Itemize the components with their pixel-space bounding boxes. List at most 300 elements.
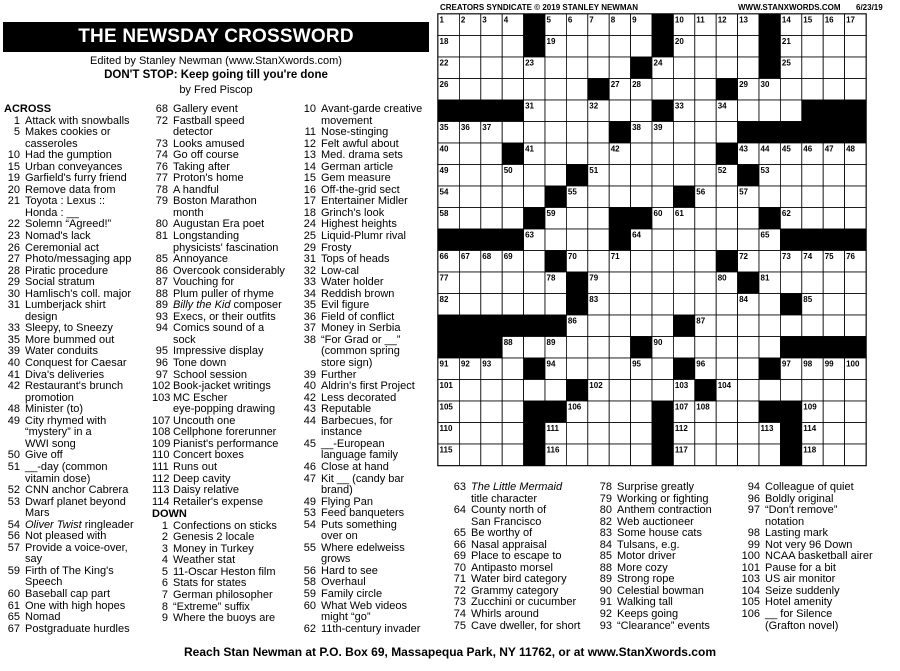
grid-cell[interactable]	[716, 36, 737, 58]
grid-cell[interactable]	[524, 251, 545, 273]
black-square	[673, 315, 694, 337]
grid-cell[interactable]	[802, 315, 823, 337]
grid-cell[interactable]	[673, 143, 694, 165]
clue-number: 61	[7, 599, 20, 612]
grid-cell[interactable]	[609, 423, 630, 445]
grid-cell[interactable]	[566, 57, 587, 79]
grid-cell[interactable]	[566, 100, 587, 122]
grid-cell[interactable]	[502, 294, 523, 316]
clue-text: Stats for states	[173, 577, 247, 590]
clue-number: 63	[453, 481, 466, 493]
grid-cell[interactable]	[716, 294, 737, 316]
cell-number: 16	[824, 15, 834, 25]
grid-cell[interactable]	[823, 186, 844, 208]
cell-number: 35	[439, 123, 449, 132]
clue-number: 110	[152, 449, 170, 462]
clue-number: 79	[155, 195, 168, 208]
grid-cell[interactable]	[673, 272, 694, 294]
byline: by Fred Piscop	[179, 84, 253, 96]
grid-cell[interactable]	[588, 358, 609, 380]
grid-cell[interactable]	[823, 79, 844, 101]
grid-cell[interactable]	[759, 186, 780, 208]
clue-number: 59	[303, 587, 316, 600]
grid-cell[interactable]	[780, 165, 801, 187]
grid-cell[interactable]	[780, 79, 801, 101]
grid-cell[interactable]	[502, 358, 523, 380]
grid-cell[interactable]	[502, 423, 523, 445]
cell-number: 8	[610, 15, 616, 25]
grid-cell[interactable]	[823, 315, 844, 337]
grid-cell[interactable]	[716, 423, 737, 445]
grid-cell[interactable]	[502, 208, 523, 230]
grid-cell[interactable]	[566, 208, 587, 230]
clue-number: 57	[7, 541, 20, 554]
cell-number: 111	[546, 424, 559, 433]
clue-text: Lumberjack shirt	[25, 299, 106, 312]
grid-cell[interactable]	[695, 444, 716, 466]
clue-text: Nomad	[25, 611, 61, 624]
grid-cell[interactable]	[695, 79, 716, 101]
grid-cell[interactable]	[502, 57, 523, 79]
grid-cell[interactable]	[459, 380, 480, 402]
clue-number: 36	[303, 310, 316, 323]
grid-cell[interactable]	[588, 401, 609, 423]
grid-cell[interactable]	[652, 186, 673, 208]
clue-number: 74	[155, 149, 168, 162]
grid-cell[interactable]	[502, 186, 523, 208]
grid-cell[interactable]	[502, 444, 523, 466]
clue-text: Postgraduate hurdles	[25, 622, 130, 635]
grid-cell[interactable]	[845, 401, 866, 423]
grid-cell[interactable]	[738, 423, 759, 445]
black-square	[780, 294, 801, 316]
grid-cell[interactable]	[609, 358, 630, 380]
grid-cell[interactable]	[588, 186, 609, 208]
clue-number: 80	[155, 218, 168, 231]
grid-cell[interactable]	[823, 36, 844, 58]
grid-cell[interactable]	[652, 165, 673, 187]
grid-cell[interactable]	[695, 57, 716, 79]
black-square	[716, 79, 737, 101]
grid-cell[interactable]	[481, 143, 502, 165]
grid-cell[interactable]	[738, 57, 759, 79]
grid-cell[interactable]	[588, 208, 609, 230]
black-square	[759, 14, 780, 36]
grid-cell[interactable]	[845, 165, 866, 187]
clue-number: 42	[303, 391, 316, 404]
grid-cell[interactable]	[609, 444, 630, 466]
grid-cell[interactable]	[652, 251, 673, 273]
grid-cell[interactable]	[759, 294, 780, 316]
grid-cell[interactable]	[631, 143, 652, 165]
grid-cell[interactable]	[459, 294, 480, 316]
grid-cell[interactable]	[566, 79, 587, 101]
grid-cell[interactable]	[823, 165, 844, 187]
grid-cell[interactable]	[588, 315, 609, 337]
grid-cell[interactable]	[459, 208, 480, 230]
grid-cell[interactable]	[481, 380, 502, 402]
grid-cell[interactable]	[652, 229, 673, 251]
grid-cell[interactable]	[502, 272, 523, 294]
grid-cell[interactable]	[673, 294, 694, 316]
grid-cell[interactable]	[716, 208, 737, 230]
grid-cell[interactable]	[845, 423, 866, 445]
grid-cell[interactable]	[673, 122, 694, 144]
grid-cell[interactable]	[545, 229, 566, 251]
clue-number: 65	[453, 527, 466, 540]
cell-number: 97	[781, 359, 791, 369]
clue-text: Execs, or their outfits	[173, 310, 276, 323]
grid-cell[interactable]	[845, 79, 866, 101]
grid-cell[interactable]	[481, 423, 502, 445]
grid-cell[interactable]	[631, 444, 652, 466]
clue-text: Baseball cap part	[25, 587, 110, 600]
grid-cell[interactable]	[609, 186, 630, 208]
grid-cell[interactable]	[823, 401, 844, 423]
grid-cell[interactable]	[695, 36, 716, 58]
grid-cell[interactable]	[695, 272, 716, 294]
clue-text: Annoyance	[173, 253, 229, 266]
clue-text: German article	[321, 160, 394, 173]
grid-cell[interactable]	[631, 251, 652, 273]
grid-cell[interactable]	[459, 79, 480, 101]
grid-cell[interactable]	[566, 122, 587, 144]
grid-cell[interactable]	[566, 423, 587, 445]
grid-cell[interactable]	[545, 122, 566, 144]
cell-number: 82	[439, 295, 449, 304]
black-square	[823, 100, 844, 122]
grid-cell[interactable]	[609, 294, 630, 316]
grid-cell[interactable]	[502, 79, 523, 101]
grid-cell[interactable]	[738, 229, 759, 251]
grid-cell[interactable]	[502, 380, 523, 402]
grid-cell[interactable]	[738, 337, 759, 359]
grid-cell[interactable]	[780, 380, 801, 402]
grid-cell[interactable]	[459, 423, 480, 445]
grid-cell[interactable]	[609, 57, 630, 79]
grid-cell[interactable]	[652, 380, 673, 402]
grid-cell[interactable]	[481, 186, 502, 208]
grid-cell[interactable]	[716, 122, 737, 144]
black-square	[438, 315, 459, 337]
clue-number: 17	[303, 195, 316, 208]
grid-cell[interactable]	[716, 444, 737, 466]
grid-cell[interactable]	[459, 57, 480, 79]
grid-cell[interactable]	[502, 122, 523, 144]
grid-cell[interactable]	[845, 294, 866, 316]
grid-cell[interactable]	[502, 36, 523, 58]
grid-cell[interactable]	[631, 294, 652, 316]
grid-cell[interactable]	[695, 165, 716, 187]
cell-number: 7	[589, 15, 594, 25]
clue-text: Cave dweller, for short	[471, 619, 581, 632]
grid-cell[interactable]	[652, 79, 673, 101]
grid-cell[interactable]	[845, 380, 866, 402]
grid-cell[interactable]	[802, 165, 823, 187]
grid-cell[interactable]	[545, 100, 566, 122]
grid-cell[interactable]	[802, 36, 823, 58]
grid-cell[interactable]	[845, 444, 866, 466]
grid-cell[interactable]	[588, 122, 609, 144]
grid-cell[interactable]	[802, 186, 823, 208]
grid-cell[interactable]	[759, 337, 780, 359]
grid-cell[interactable]	[588, 337, 609, 359]
black-square	[759, 122, 780, 144]
black-square	[780, 122, 801, 144]
grid-cell[interactable]	[566, 143, 587, 165]
grid-cell[interactable]	[695, 100, 716, 122]
grid-cell[interactable]	[695, 294, 716, 316]
grid-cell[interactable]	[524, 294, 545, 316]
grid-cell[interactable]	[738, 100, 759, 122]
grid-cell[interactable]	[545, 380, 566, 402]
cell-number: 13	[739, 15, 749, 25]
clue-number: 78	[155, 183, 168, 196]
grid-cell[interactable]	[545, 294, 566, 316]
grid-cell[interactable]	[545, 79, 566, 101]
grid-cell[interactable]	[695, 122, 716, 144]
grid-cell[interactable]	[673, 251, 694, 273]
grid-cell[interactable]	[588, 229, 609, 251]
grid-cell[interactable]	[566, 444, 587, 466]
grid-cell[interactable]	[823, 380, 844, 402]
grid-cell[interactable]	[802, 272, 823, 294]
grid-cell[interactable]	[652, 272, 673, 294]
cell-number: 70	[567, 252, 577, 261]
clue-text: say	[25, 553, 43, 566]
grid-cell[interactable]	[738, 208, 759, 230]
grid-cell[interactable]	[845, 315, 866, 337]
grid-cell[interactable]	[631, 186, 652, 208]
grid-cell[interactable]	[566, 337, 587, 359]
grid-cell[interactable]	[481, 36, 502, 58]
grid-cell[interactable]	[459, 444, 480, 466]
cell-number: 27	[610, 80, 620, 89]
grid-cell[interactable]	[459, 36, 480, 58]
grid-cell[interactable]	[759, 444, 780, 466]
grid-cell[interactable]	[566, 229, 587, 251]
grid-cell[interactable]	[673, 165, 694, 187]
grid-cell[interactable]	[566, 36, 587, 58]
black-square	[502, 229, 523, 251]
clue-number: 111	[152, 460, 169, 473]
grid-cell[interactable]	[609, 401, 630, 423]
cell-number: 22	[439, 58, 449, 68]
grid-cell[interactable]	[566, 358, 587, 380]
grid-cell[interactable]	[823, 272, 844, 294]
clue-text: Aldrin's first Project	[321, 380, 415, 393]
cell-number: 5	[546, 15, 551, 25]
grid-cell[interactable]	[759, 315, 780, 337]
grid-cell[interactable]	[524, 186, 545, 208]
grid-cell[interactable]	[716, 337, 737, 359]
grid-cell[interactable]	[631, 380, 652, 402]
grid-cell[interactable]	[673, 229, 694, 251]
grid-cell[interactable]	[481, 79, 502, 101]
clue-text: Genesis 2 locale	[173, 531, 255, 544]
grid-cell[interactable]	[631, 100, 652, 122]
cell-number: 58	[439, 209, 449, 218]
clue-text: Urban conveyances	[25, 160, 123, 173]
clue-number: 65	[7, 611, 20, 624]
cell-number: 42	[610, 144, 620, 154]
grid-cell[interactable]	[652, 315, 673, 337]
black-square	[481, 229, 502, 251]
grid-cell[interactable]	[588, 36, 609, 58]
clue-text: Nasal appraisal	[471, 538, 547, 551]
grid-cell[interactable]	[524, 79, 545, 101]
grid-cell[interactable]	[823, 294, 844, 316]
cell-number: 99	[824, 359, 834, 369]
grid-cell[interactable]	[609, 165, 630, 187]
grid-cell[interactable]	[459, 165, 480, 187]
clue-text: Oliver Twist ringleader	[25, 518, 134, 531]
grid-cell[interactable]	[481, 401, 502, 423]
clue-text: Barbecues, for	[321, 414, 393, 427]
grid-cell[interactable]	[588, 143, 609, 165]
grid-cell[interactable]	[802, 208, 823, 230]
grid-cell[interactable]	[780, 315, 801, 337]
grid-cell[interactable]	[631, 401, 652, 423]
grid-cell[interactable]	[759, 100, 780, 122]
grid-cell[interactable]	[459, 143, 480, 165]
grid-cell[interactable]	[716, 315, 737, 337]
grid-cell[interactable]	[802, 380, 823, 402]
cell-number: 71	[610, 252, 620, 261]
grid-cell[interactable]	[673, 79, 694, 101]
grid-cell[interactable]	[609, 380, 630, 402]
grid-cell[interactable]	[631, 272, 652, 294]
grid-cell[interactable]	[673, 57, 694, 79]
grid-cell[interactable]	[524, 122, 545, 144]
grid-cell[interactable]	[631, 36, 652, 58]
clue-text: Where the buoys are	[173, 612, 276, 625]
grid-cell[interactable]	[588, 444, 609, 466]
grid-cell[interactable]	[716, 57, 737, 79]
grid-cell[interactable]	[545, 165, 566, 187]
grid-cell[interactable]	[481, 444, 502, 466]
grid-cell[interactable]	[716, 358, 737, 380]
grid-cell[interactable]	[652, 358, 673, 380]
clue-text: Billy the Kid composer	[173, 299, 282, 312]
grid-cell[interactable]	[481, 57, 502, 79]
grid-cell[interactable]	[695, 208, 716, 230]
grid-cell[interactable]	[609, 337, 630, 359]
grid-cell[interactable]	[716, 401, 737, 423]
grid-cell[interactable]	[524, 337, 545, 359]
grid-cell[interactable]	[823, 208, 844, 230]
grid-cell[interactable]	[802, 79, 823, 101]
grid-cell[interactable]	[588, 57, 609, 79]
grid-cell[interactable]	[695, 251, 716, 273]
grid-cell[interactable]	[780, 272, 801, 294]
grid-cell[interactable]	[738, 315, 759, 337]
grid-cell[interactable]	[780, 186, 801, 208]
clue-text: Attack with snowballs	[25, 114, 130, 127]
clue-text: Entertainer Midler	[321, 195, 408, 208]
grid-cell[interactable]	[524, 380, 545, 402]
grid-cell[interactable]	[545, 57, 566, 79]
grid-cell[interactable]	[609, 100, 630, 122]
cell-number: 60	[653, 209, 663, 218]
black-square	[631, 57, 652, 79]
grid-cell[interactable]	[823, 423, 844, 445]
grid-cell[interactable]	[845, 36, 866, 58]
grid-cell[interactable]	[845, 186, 866, 208]
cell-number: 80	[717, 273, 727, 283]
clue-number: 25	[303, 230, 316, 243]
grid-cell[interactable]	[695, 229, 716, 251]
grid-cell[interactable]	[845, 208, 866, 230]
grid-cell[interactable]	[459, 401, 480, 423]
grid-cell[interactable]	[502, 401, 523, 423]
clue-number: 81	[155, 230, 168, 243]
grid-cell[interactable]	[716, 186, 737, 208]
grid-cell[interactable]	[738, 380, 759, 402]
grid-cell[interactable]	[780, 100, 801, 122]
grid-cell[interactable]	[481, 272, 502, 294]
grid-cell[interactable]	[823, 444, 844, 466]
grid-cell[interactable]	[716, 229, 737, 251]
grid-cell[interactable]	[459, 186, 480, 208]
grid-cell[interactable]	[631, 423, 652, 445]
grid-cell[interactable]	[845, 57, 866, 79]
clue-text: notation	[765, 515, 805, 528]
grid-cell[interactable]	[673, 337, 694, 359]
grid-cell[interactable]	[588, 251, 609, 273]
grid-cell[interactable]	[459, 272, 480, 294]
grid-cell[interactable]	[609, 272, 630, 294]
grid-cell[interactable]	[738, 36, 759, 58]
grid-cell[interactable]	[631, 315, 652, 337]
clue-text: “Extreme” suffix	[173, 600, 250, 613]
grid-cell[interactable]	[695, 337, 716, 359]
black-square	[716, 251, 737, 273]
clue-number: 52	[7, 484, 20, 497]
grid-cell[interactable]	[802, 57, 823, 79]
clue-text: design	[25, 310, 58, 323]
grid-cell[interactable]	[609, 36, 630, 58]
grid-cell[interactable]	[695, 143, 716, 165]
cell-number: 28	[632, 80, 642, 89]
grid-cell[interactable]	[652, 143, 673, 165]
grid-cell[interactable]	[738, 401, 759, 423]
clue-text: Close at hand	[321, 460, 389, 473]
grid-cell[interactable]	[524, 272, 545, 294]
grid-cell[interactable]	[695, 423, 716, 445]
grid-cell[interactable]	[481, 165, 502, 187]
grid-cell[interactable]	[759, 380, 780, 402]
cell-number: 41	[525, 144, 535, 154]
cell-number: 96	[696, 359, 706, 369]
grid-cell[interactable]	[481, 294, 502, 316]
grid-cell[interactable]	[481, 208, 502, 230]
grid-cell[interactable]	[845, 272, 866, 294]
grid-cell[interactable]	[545, 143, 566, 165]
clue-text: Go off course	[173, 149, 239, 162]
grid-cell[interactable]	[738, 358, 759, 380]
grid-cell[interactable]	[738, 444, 759, 466]
grid-cell[interactable]	[759, 251, 780, 273]
grid-cell[interactable]	[652, 294, 673, 316]
black-square	[652, 401, 673, 423]
grid-cell[interactable]	[588, 423, 609, 445]
grid-cell[interactable]	[524, 165, 545, 187]
grid-cell[interactable]	[631, 165, 652, 187]
cell-number: 78	[546, 273, 556, 283]
grid-cell[interactable]	[609, 315, 630, 337]
grid-cell[interactable]	[823, 57, 844, 79]
